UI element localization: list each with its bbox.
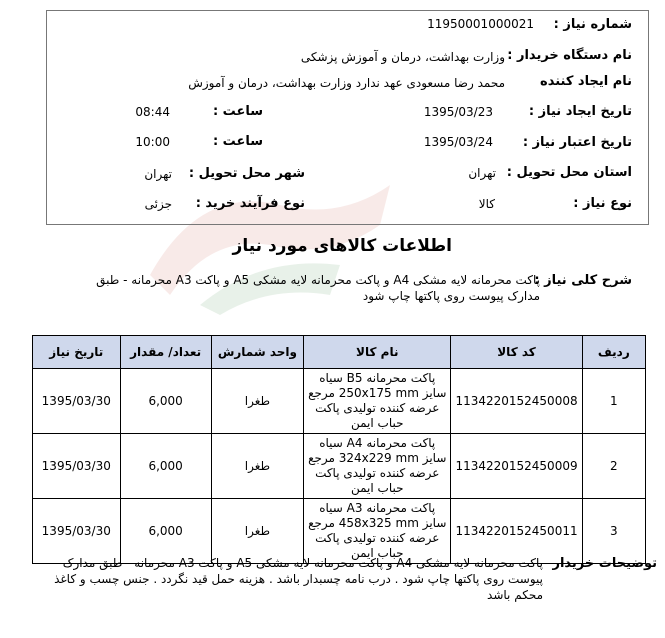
purchase-process-value: جزئی bbox=[144, 197, 172, 211]
buyer-label: نام دستگاه خریدار : bbox=[507, 48, 632, 63]
items-table bbox=[32, 335, 646, 564]
cell-item-code: 1134220152450009 bbox=[451, 434, 582, 499]
cell-quantity: 6,000 bbox=[120, 499, 211, 564]
creator-value: محمد رضا مسعودی عهد ندارد وزارت بهداشت، درمان و آموزش bbox=[188, 76, 505, 90]
cell-item-name: پاکت محرمانه B5 سیاه سایز 250x175 mm مرجع عرضه کننده تولیدی پاکت حباب ایمن bbox=[304, 369, 451, 434]
cell-quantity: 6,000 bbox=[120, 369, 211, 434]
cell-unit: طغرا bbox=[211, 434, 303, 499]
city-value: تهران bbox=[144, 167, 172, 181]
cell-item-code: 1134220152450011 bbox=[451, 499, 582, 564]
city-label: شهر محل تحویل : bbox=[188, 166, 305, 181]
cell-need-date: 1395/03/30 bbox=[33, 499, 121, 564]
col-header-item-name: نام کالا bbox=[304, 336, 451, 369]
cell-unit: طغرا bbox=[211, 499, 303, 564]
need-number-value: 11950001000021 bbox=[427, 17, 534, 31]
cell-row-number: 3 bbox=[582, 499, 645, 564]
cell-need-date: 1395/03/30 bbox=[33, 434, 121, 499]
creation-date-label: تاریخ ایجاد نیاز : bbox=[528, 104, 632, 119]
creation-time-value: 08:44 bbox=[135, 105, 170, 119]
province-label: استان محل تحویل : bbox=[506, 165, 632, 180]
validity-time-value: 10:00 bbox=[135, 135, 170, 149]
cell-item-code: 1134220152450008 bbox=[451, 369, 582, 434]
table-row bbox=[33, 369, 646, 434]
table-row bbox=[33, 434, 646, 499]
buyer-notes-label: توضیحات خریدار bbox=[552, 556, 657, 571]
validity-time-label: ساعت : bbox=[212, 134, 263, 149]
general-desc-text: پاکت محرمانه لایه مشکی A4 و پاکت محرمانه لایه مشکی A5 و پاکت A3 محرمانه - طبق مدارک پیوست روی پاکتها چاپ شود bbox=[96, 273, 540, 303]
table-header-row bbox=[33, 336, 646, 369]
cell-row-number: 2 bbox=[582, 434, 645, 499]
validity-date-value: 1395/03/24 bbox=[423, 135, 493, 149]
buyer-value: وزارت بهداشت، درمان و آموزش پزشکی bbox=[300, 50, 505, 64]
general-desc-label: شرح کلی نیاز : bbox=[534, 273, 632, 288]
col-header-item-code: کد کالا bbox=[451, 336, 582, 369]
table-row bbox=[33, 499, 646, 564]
creation-time-label: ساعت : bbox=[212, 104, 263, 119]
col-header-row-number: ردیف bbox=[582, 336, 645, 369]
province-value: تهران bbox=[468, 166, 496, 180]
creator-label: نام ایجاد کننده bbox=[540, 74, 632, 89]
cell-quantity: 6,000 bbox=[120, 434, 211, 499]
cell-item-name: پاکت محرمانه A4 سیاه سایز 324x229 mm مرجع عرضه کننده تولیدی پاکت حباب ایمن bbox=[304, 434, 451, 499]
col-header-quantity: تعداد/ مقدار bbox=[120, 336, 211, 369]
cell-unit: طغرا bbox=[211, 369, 303, 434]
creation-date-value: 1395/03/23 bbox=[423, 105, 493, 119]
col-header-unit: واحد شمارش bbox=[211, 336, 303, 369]
need-type-value: کالا bbox=[478, 197, 495, 211]
col-header-need-date: تاریخ نیاز bbox=[33, 336, 121, 369]
cell-need-date: 1395/03/30 bbox=[33, 369, 121, 434]
buyer-notes-text: پاکت محرمانه لایه مشکی A4 و پاکت محرمانه لایه مشکی A5 و پاکت A3 محرمانه - طبق مدارک پیوست روی پاکتها چاپ شود . درب نامه چسبدار باشد . هزینه حمل قید نگردد . جنس چسب و کاغذ محکم باشد bbox=[54, 556, 543, 602]
cell-row-number: 1 bbox=[582, 369, 645, 434]
validity-date-label: تاریخ اعتبار نیاز : bbox=[522, 135, 632, 150]
section-title: اطلاعات کالاهای مورد نیاز bbox=[232, 236, 452, 256]
need-number-label: شماره نیاز : bbox=[553, 17, 632, 32]
cell-item-name: پاکت محرمانه A3 سیاه سایز 458x325 mm مرجع عرضه کننده تولیدی پاکت حباب ایمن bbox=[304, 499, 451, 564]
purchase-process-label: نوع فرآیند خرید : bbox=[195, 196, 305, 211]
need-type-label: نوع نیاز : bbox=[573, 196, 632, 211]
